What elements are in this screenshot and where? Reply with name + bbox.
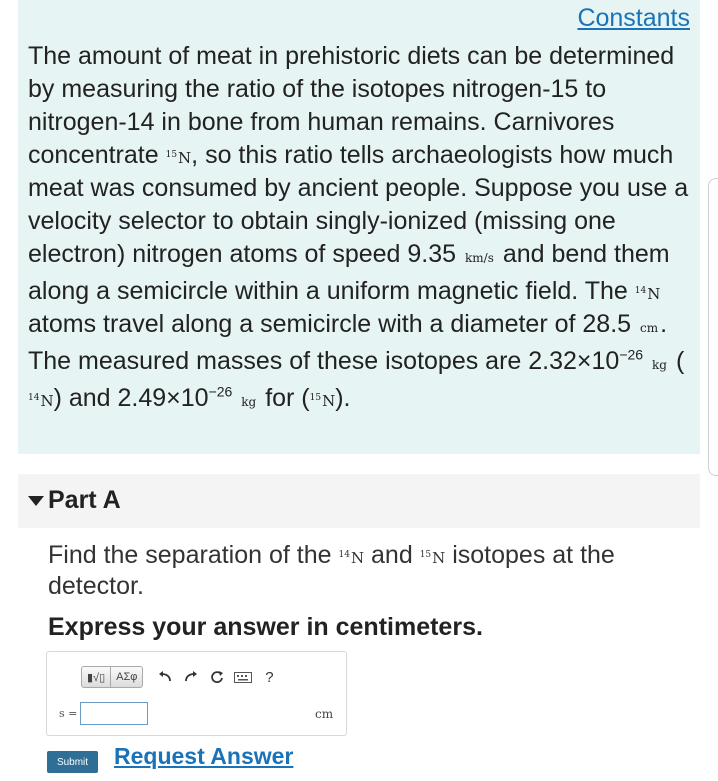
- problem-text-6: (: [675, 347, 685, 375]
- diameter-unit: cm: [640, 321, 659, 335]
- mass-unit-2: kg: [241, 395, 257, 409]
- variable-label: s =: [59, 707, 78, 720]
- problem-text-5: . The measured masses of these isotopes are 2.32×10: [28, 310, 668, 375]
- problem-statement: [28, 40, 693, 419]
- problem-text-9: ).: [335, 384, 351, 412]
- question-text-3: isotopes at the detector.: [48, 541, 615, 600]
- express-instruction: Express your answer in centimeters.: [48, 613, 483, 641]
- undo-icon[interactable]: [153, 666, 177, 688]
- keyboard-icon[interactable]: [231, 666, 255, 688]
- problem-text-4: atoms travel along a semicircle with a diameter of 28.5: [28, 310, 632, 338]
- math-toolbar: [81, 666, 281, 688]
- question-isotope-n14: $^{14}$N: [338, 549, 365, 567]
- question-text: [48, 540, 688, 602]
- part-title: Part A: [48, 486, 121, 514]
- templates-button[interactable]: ▮√▯: [87, 671, 106, 684]
- problem-panel: [18, 0, 700, 454]
- question-text-2: and: [371, 541, 413, 569]
- request-answer-link[interactable]: Request Answer: [114, 743, 294, 769]
- help-icon[interactable]: ?: [265, 668, 274, 686]
- problem-text-8: for (: [265, 384, 310, 412]
- mass-unit-1: kg: [652, 358, 667, 372]
- greek-symbols-button[interactable]: ΑΣφ: [110, 667, 142, 687]
- template-group: [81, 666, 143, 688]
- scrollbar[interactable]: [708, 178, 718, 476]
- problem-text-3: and bend them along a semicircle within a uniform magnetic field. The: [28, 240, 670, 305]
- answer-editor: [46, 651, 347, 736]
- problem-text-7: ) and 2.49×10: [53, 384, 209, 412]
- constants-link[interactable]: Constants: [577, 4, 690, 32]
- collapse-triangle-icon[interactable]: [28, 496, 44, 506]
- question-text-1: Find the separation of the: [48, 541, 332, 569]
- isotope-n14-2: $^{14}$N: [28, 392, 54, 410]
- isotope-n15-2: $^{15}$N: [309, 392, 336, 410]
- problem-text-1: The amount of meat in prehistoric diets can be determined by measuring the ratio of the isotopes nitrogen-15 to nitrogen-14 in bone from human remains. Carnivores concentrate: [28, 42, 675, 169]
- speed-unit: km/s: [465, 251, 494, 265]
- isotope-n15: $^{15}$N: [165, 149, 192, 167]
- exponent-1: −26: [619, 346, 644, 363]
- question-isotope-n15: $^{15}$N: [419, 549, 446, 567]
- reset-icon[interactable]: [205, 666, 229, 688]
- redo-icon[interactable]: [179, 666, 203, 688]
- answer-input[interactable]: [80, 702, 148, 725]
- submit-button[interactable]: Submit: [47, 751, 98, 773]
- answer-unit: cm: [315, 707, 334, 721]
- part-a-header[interactable]: [18, 474, 700, 528]
- problem-text-2: , so this ratio tells archaeologists how much meat was consumed by ancient people. Suppose you use a velocity selector to obtain singly-ionized (missing one electron) nitrogen atoms of speed 9.35: [28, 141, 689, 268]
- isotope-n14: $^{14}$N: [634, 285, 661, 303]
- exponent-2: −26: [208, 383, 233, 400]
